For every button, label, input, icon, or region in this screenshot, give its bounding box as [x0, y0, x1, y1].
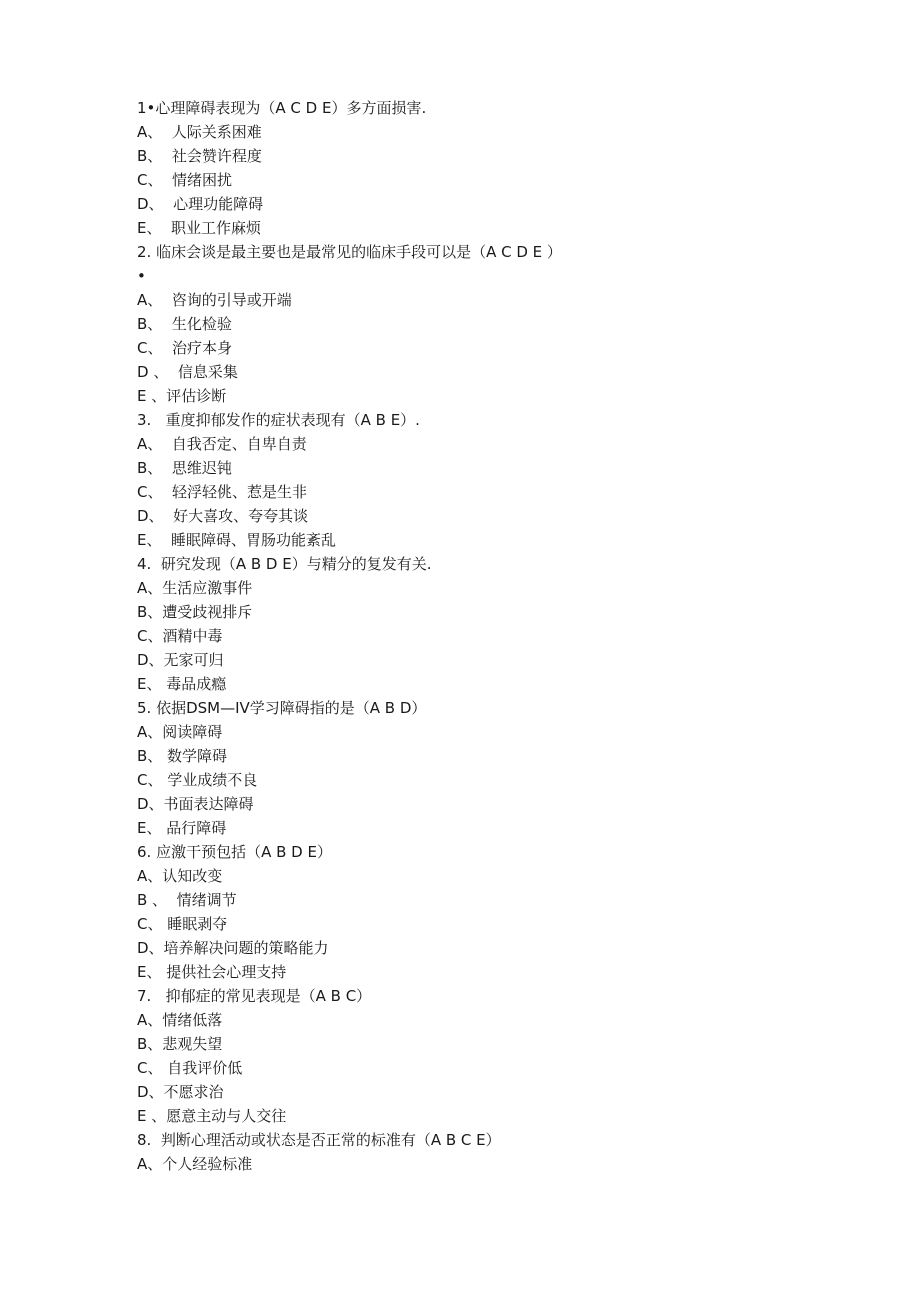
question-4-option-d: D、无家可归 [137, 651, 224, 669]
question-4-option-c: C、酒精中毒 [137, 627, 223, 645]
question-4-option-b: B、遭受歧视排斥 [137, 603, 253, 621]
question-2-option-c: C、 治疗本身 [137, 339, 233, 357]
question-6-option-a: A、认知改变 [137, 867, 223, 885]
question-6-option-e: E、 提供社会心理支持 [137, 963, 287, 981]
question-2-option-b: B、 生化检验 [137, 315, 232, 333]
question-3-option-c: C、 轻浮轻佻、惹是生非 [137, 483, 308, 501]
question-2-stem: 2. 临床会谈是最主要也是最常见的临床手段可以是（A C D E ） [137, 243, 562, 261]
question-4-stem: 4. 研究发现（A B D E）与精分的复发有关. [137, 555, 432, 573]
question-6-option-c: C、 睡眠剥夺 [137, 915, 228, 933]
question-1-stem: 1•心理障碍表现为（A C D E）多方面损害. [137, 99, 427, 117]
question-1-option-d: D、 心理功能障碍 [137, 195, 264, 213]
question-7-option-c: C、 自我评价低 [137, 1059, 243, 1077]
question-8-option-a: A、个人经验标准 [137, 1155, 253, 1173]
document-body [137, 96, 837, 1176]
question-1-option-e: E、 职业工作麻烦 [137, 219, 262, 237]
question-6-option-b: B 、 情绪调节 [137, 891, 237, 909]
question-3-stem: 3. 重度抑郁发作的症状表现有（A B E）. [137, 411, 420, 429]
question-5-stem: 5. 依据DSM—IV学习障碍指的是（A B D） [137, 699, 427, 717]
question-6-option-d: D、培养解决问题的策略能力 [137, 939, 329, 957]
question-5-option-b: B、 数学障碍 [137, 747, 228, 765]
question-5-option-e: E、 品行障碍 [137, 819, 227, 837]
question-6-stem: 6. 应激干预包括（A B D E） [137, 843, 332, 861]
question-3-option-d: D、 好大喜攻、夸夸其谈 [137, 507, 309, 525]
question-7-stem: 7. 抑郁症的常见表现是（A B C） [137, 987, 372, 1005]
question-2-option-e: E 、评估诊断 [137, 387, 227, 405]
question-1-option-a: A、 人际关系困难 [137, 123, 262, 141]
question-7-option-b: B、悲观失望 [137, 1035, 223, 1053]
question-5-option-c: C、 学业成绩不良 [137, 771, 258, 789]
question-2-option-d: D 、 信息采集 [137, 363, 238, 381]
question-3-option-b: B、 思维迟钝 [137, 459, 232, 477]
question-3-option-a: A、 自我否定、自卑自责 [137, 435, 307, 453]
question-3-option-e: E、 睡眠障碍、胃肠功能紊乱 [137, 531, 337, 549]
question-5-option-d: D、书面表达障碍 [137, 795, 254, 813]
question-1-option-b: B、 社会赞许程度 [137, 147, 262, 165]
question-1-option-c: C、 情绪困扰 [137, 171, 233, 189]
question-4-option-e: E、 毒品成瘾 [137, 675, 227, 693]
question-7-option-d: D、不愿求治 [137, 1083, 224, 1101]
question-7-option-a: A、情绪低落 [137, 1011, 223, 1029]
question-5-option-a: A、阅读障碍 [137, 723, 223, 741]
question-4-option-a: A、生活应激事件 [137, 579, 253, 597]
question-2-option-a: A、 咨询的引导或开端 [137, 291, 292, 309]
question-2-bullet: • [137, 267, 146, 285]
question-7-option-e: E 、愿意主动与人交往 [137, 1107, 287, 1125]
question-8-stem: 8. 判断心理活动或状态是否正常的标准有（A B C E） [137, 1131, 501, 1149]
